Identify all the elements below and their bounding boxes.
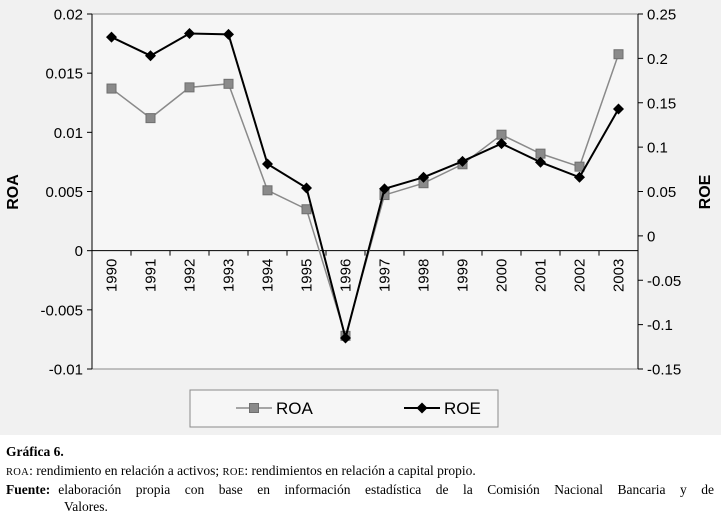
x-tick-label: 1990 — [103, 258, 121, 293]
y-axis-label-left: ROA — [5, 174, 22, 210]
series-roa-point — [614, 50, 623, 59]
series-roa-point — [224, 79, 233, 88]
roe-definition: : rendimientos en relación a capital propio. — [244, 463, 476, 478]
y-tick-label-left: -0.005 — [40, 302, 83, 320]
x-tick-label: 1998 — [415, 258, 433, 293]
x-tick-label: 2001 — [532, 258, 550, 293]
series-roa-point — [302, 205, 311, 214]
x-tick-label: 2002 — [571, 258, 589, 293]
y-tick-label-right: -0.1 — [647, 317, 673, 335]
x-tick-label: 1995 — [298, 258, 316, 293]
legend-marker-roa — [250, 404, 259, 413]
source-label: Fuente: — [6, 482, 51, 497]
y-axis-label-right: ROE — [697, 174, 714, 210]
series-roa-point — [185, 83, 194, 92]
legend — [190, 390, 498, 427]
y-tick-label-right: 0.1 — [647, 139, 668, 157]
x-tick-label: 2003 — [610, 258, 628, 293]
roa-abbr: ROA — [6, 467, 30, 478]
y-tick-label-left: 0 — [74, 243, 83, 261]
plot-area — [92, 14, 638, 369]
y-tick-label-right: 0.15 — [647, 95, 677, 113]
x-tick-label: 1993 — [220, 258, 238, 293]
legend-label-roe: ROE — [444, 399, 481, 418]
y-tick-label-right: 0 — [647, 228, 656, 246]
roe-abbr: ROE — [222, 467, 245, 478]
x-tick-label: 1999 — [454, 258, 472, 293]
series-roa-point — [263, 186, 272, 195]
y-tick-label-right: 0.2 — [647, 50, 668, 68]
y-tick-label-right: -0.15 — [647, 361, 682, 379]
y-tick-label-left: 0.015 — [45, 65, 83, 83]
x-tick-label: 1991 — [142, 258, 160, 293]
x-tick-label: 1994 — [259, 258, 277, 293]
x-tick-label: 2000 — [493, 258, 511, 293]
y-tick-label-left: 0.01 — [53, 124, 83, 142]
abbreviations-note — [6, 462, 721, 481]
x-tick-label: 1992 — [181, 258, 199, 293]
y-tick-label-left: 0.005 — [45, 184, 83, 201]
source-text-line-2: Valores. — [64, 499, 108, 514]
y-tick-label-right: 0.05 — [647, 184, 677, 201]
y-tick-label-left: 0.02 — [53, 6, 83, 24]
legend-label-roa: ROA — [276, 399, 313, 418]
x-tick-label: 1997 — [376, 258, 394, 293]
series-roa-point — [107, 84, 116, 93]
roa-definition: : rendimiento en relación a activos; — [29, 463, 223, 478]
figure-caption-title: Gráfica 6. — [6, 444, 64, 459]
series-roa-point — [146, 114, 155, 123]
source-note — [6, 481, 714, 515]
y-tick-label-right: 0.25 — [647, 6, 677, 24]
y-tick-label-left: -0.01 — [48, 361, 83, 379]
source-text-line-1: elaboración propia con base en información estadística de la Comisión Nacional Bancaria y de — [58, 482, 714, 497]
series-roa-point — [497, 130, 506, 139]
x-tick-label: 1996 — [337, 258, 355, 293]
y-tick-label-right: -0.05 — [647, 272, 682, 290]
